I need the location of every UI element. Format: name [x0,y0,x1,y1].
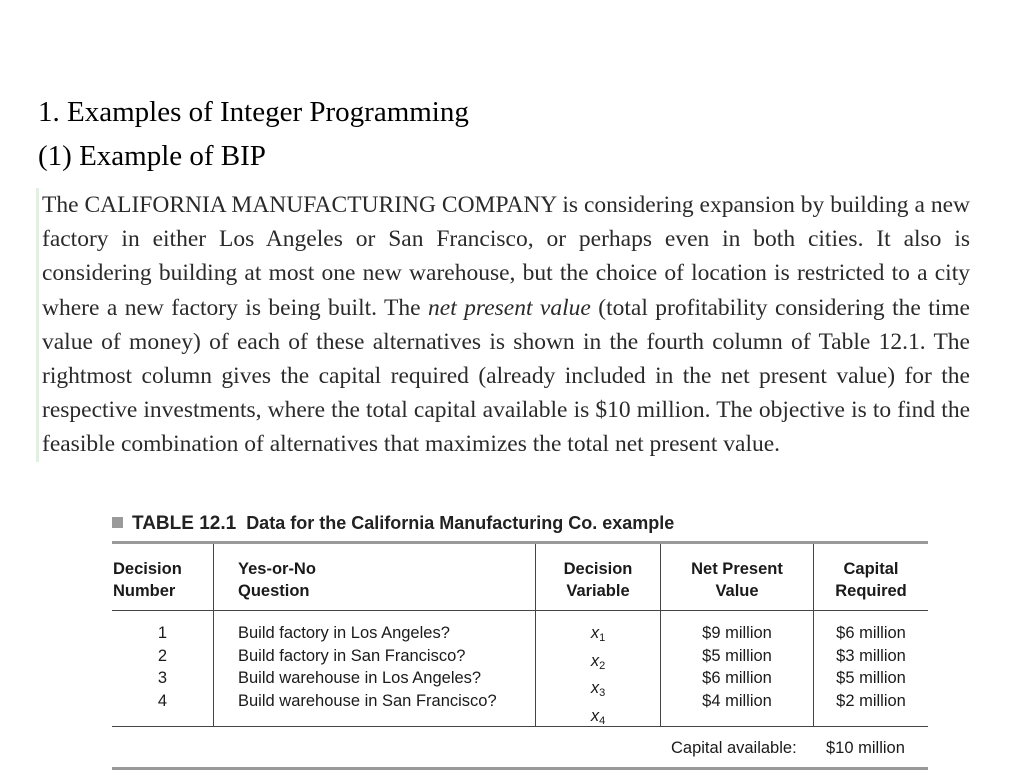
column-net-present-value [660,611,813,726]
table-cell: Build factory in San Francisco? [238,646,466,665]
table-cell: Build factory in Los Angeles? [238,624,450,642]
table-number: TABLE 12.1 [132,513,237,534]
table-cell: $x_4$ [590,706,606,727]
table-cell: $4 million [702,691,772,710]
caption-square-icon [112,517,123,528]
table-cell: Build warehouse in Los Angeles? [238,669,482,687]
data-table [112,541,928,770]
table-cell: $3 million [836,646,906,665]
table-body [112,611,928,727]
column-decision-variable [535,611,660,726]
slide-heading-1: 1. Examples of Integer Programming [38,96,469,128]
table-cell: $9 million [702,624,772,642]
header-capital-required: Capital Required [813,544,928,610]
table-cell: $2 million [836,691,906,710]
table-header-row [112,544,928,611]
header-net-present-value: Net Present Value [660,544,813,610]
table-cell: Build warehouse in San Francisco? [238,691,497,710]
table-cell: $6 million [836,624,906,642]
header-decision-variable: Decision Variable [535,544,660,610]
capital-available-label: Capital available: [671,739,797,757]
column-decision-number [112,611,213,726]
table-cell: $5 million [836,669,906,687]
table-cell: $x_1$ [590,624,606,644]
table-cell: 2 [157,646,168,665]
table-caption [112,513,674,535]
table-cell: 3 [157,669,168,687]
table-cell: 1 [157,624,168,642]
paragraph-text-part2: (total profitability considering the time value of money) of each of these alternatives is shown in the fourth column of Table 12.1. The rightmost column gives the capital required (already included in the net present value) for the respective investments, where the total capital available is $10 million. The objective is to find the feasible combination of alternatives that maximizes the total net present value. [42,294,970,458]
column-question [213,611,535,726]
capital-available-value: $10 million [826,739,905,757]
paragraph-emphasis: net present value [428,294,591,321]
table-cell: $x_2$ [590,651,606,672]
table-footer-row [112,727,928,767]
header-decision-number: Decision Number [113,560,182,600]
table-cell: 4 [157,691,168,710]
table-cell: $x_3$ [590,679,606,699]
column-capital-required [813,611,928,726]
paragraph-text-part1: The CALIFORNIA MANUFACTURING COMPANY is considering expansion by building a new factory in either Los Angeles or San Francisco, or perhaps even in both cities. It also is considering building at most one new warehouse, but the choice of location is restricted to a city where a new factory is being built. The [42,192,970,321]
problem-description-paragraph [36,188,970,462]
table-cell: $5 million [702,646,772,665]
slide-heading-2: (1) Example of BIP [38,140,266,172]
header-question: Yes-or-No Question [213,544,535,610]
table-cell: $6 million [702,669,772,687]
table-description: Data for the California Manufacturing Co. example [246,513,675,533]
